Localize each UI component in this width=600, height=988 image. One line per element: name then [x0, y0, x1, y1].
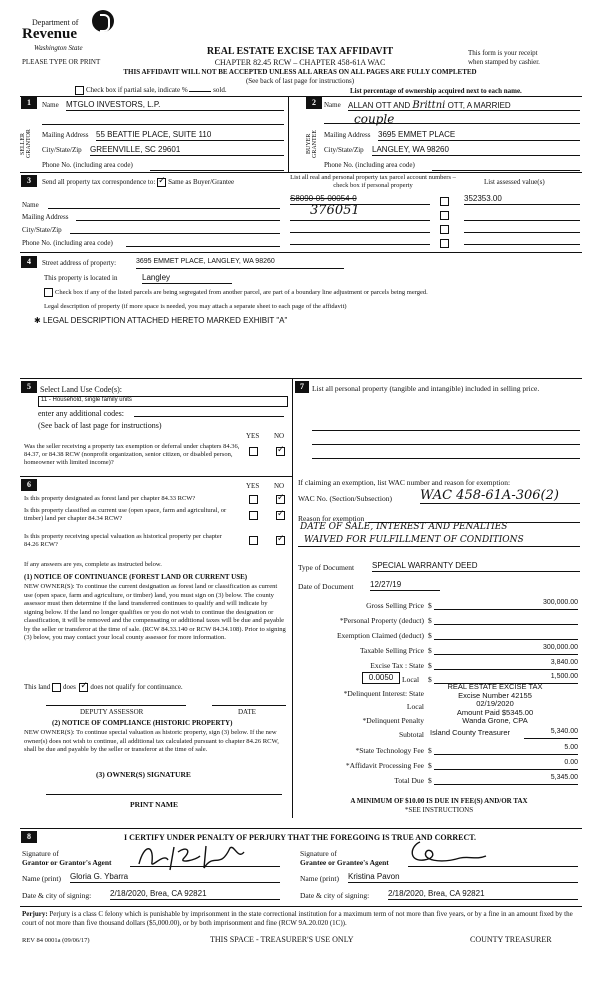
forest-q3-no[interactable] [276, 535, 287, 545]
minimum-due-note: A MINIMUM OF $10.00 IS DUE IN FEE(S) AND/OR TAX [350, 797, 528, 805]
personal-property-label: List all personal property (tangible and intangible) included in selling price. [312, 384, 540, 393]
forest-question-1: Is this property designated as forest land per chapter 84.33 RCW? [24, 495, 196, 502]
section-6-badge: 6 [21, 479, 37, 491]
buyer-name-field[interactable]: ALLAN OTT AND Brittni OTT, A MARRIED [348, 100, 580, 111]
seller-side-label: SELLER GRANTOR [20, 129, 32, 159]
buyer-address-label: Mailing Address [324, 131, 371, 139]
section-7-badge: 7 [295, 381, 309, 393]
form-subtitle: CHAPTER 82.45 RCW – CHAPTER 458-61A WAC [214, 58, 386, 67]
legal-label: Legal description of property (if more space is needed, you may attach a separate sheet to each page of the affidavit) [44, 303, 347, 310]
personal-deduct-field[interactable] [434, 614, 578, 625]
receipt-line2: when stamped by cashier. [468, 58, 540, 66]
exemption-question: Was the seller receiving a property tax exemption or deferral under chapters 84.36, 84.37, or 84.38 RCW (nonprofit organization, senior citizen, or disabled person, homeowner with limited income)? [24, 443, 240, 466]
yes-header-5: YES [246, 432, 260, 440]
grantee-name-label: Name (print) [300, 874, 339, 883]
subtotal-label: Subtotal [398, 730, 424, 739]
claim-exemption-label: If claiming an exemption, list WAC number and reason for exemption: [298, 478, 511, 487]
forest-question-2: Is this property classified as current use (open space, farm and agricultural, or timber) land per chapter 84.34 RCW? [24, 507, 227, 522]
seller-city-field[interactable]: GREENVILLE, SC 29601 [90, 145, 284, 156]
county-treasurer-label: COUNTY TREASURER [470, 935, 552, 944]
buyer-address-field[interactable]: 3695 EMMET PLACE [378, 130, 580, 141]
star-icon: ✱ [34, 316, 41, 325]
assessor-date-line[interactable] [212, 705, 286, 706]
penalty-label: *Delinquent Penalty [362, 716, 424, 725]
parcel-handwritten: 376051 [310, 203, 360, 218]
additional-codes-field[interactable] [134, 416, 284, 417]
section-4-badge: 4 [21, 256, 37, 268]
grantee-date-label: Date & city of signing: [300, 891, 370, 900]
section-5-badge: 5 [21, 381, 37, 393]
personal-property-line[interactable] [312, 430, 580, 431]
grantee-signature-scribble [400, 840, 490, 870]
exemption-no-checkbox[interactable] [276, 446, 287, 456]
corr-city-label: City/State/Zip [22, 226, 62, 234]
see-back-header: (See back of last page for instructions) [245, 77, 355, 85]
buyer-phone-field[interactable] [432, 160, 580, 171]
seller-name-field[interactable]: MTGLO INVESTORS, L.P. [66, 100, 284, 111]
subtotal-field[interactable]: 5,340.00 [524, 728, 578, 739]
deputy-assessor-label: DEPUTY ASSESSOR [80, 708, 144, 716]
buyer-name-label: Name [324, 101, 341, 109]
local-rate-field[interactable]: 0.0050 [362, 672, 400, 684]
deputy-date-label: DATE [238, 708, 256, 716]
treasurer-use-label: THIS SPACE - TREASURER'S USE ONLY [210, 935, 354, 944]
buyer-city-label: City/State/Zip [324, 146, 364, 154]
grantor-date-field[interactable]: 2/18/2020, Brea, CA 92821 [110, 889, 280, 900]
excise-state-label: Excise Tax : State [370, 661, 424, 670]
segregated-row: Check box if any of the listed parcels are being segregated from another parcel, are part of a boundary line adjustment or parcels being merged. [44, 288, 428, 297]
print-name-label: PRINT NAME [130, 800, 178, 809]
corr-address-field[interactable] [76, 220, 280, 221]
street-address-field[interactable]: 3695 EMMET PLACE, LANGLEY, WA 98260 [136, 258, 344, 269]
corr-address-label: Mailing Address [22, 213, 69, 221]
wac-label: WAC No. (Section/Subsection) [298, 494, 392, 503]
forest-q2-yes[interactable] [249, 510, 260, 520]
land-use-select[interactable]: 11 - Household, single family units [38, 396, 288, 407]
yes-header-6: YES [246, 482, 260, 490]
corr-name-field[interactable] [48, 208, 280, 209]
personal-prop-checkbox-3[interactable] [440, 224, 451, 234]
dept-line1: Department of [32, 18, 79, 27]
owner-signature-label: (3) OWNER(S) SIGNATURE [96, 770, 191, 779]
grantor-name-label: Name (print) [22, 874, 61, 883]
buyer-name-handwritten: Brittni [412, 100, 446, 111]
section-8-badge: 8 [21, 831, 37, 843]
seller-phone-label: Phone No. (including area code) [42, 161, 133, 169]
rev-number: REV 84 0001a (09/06/17) [22, 937, 90, 944]
logo-r-icon [100, 14, 110, 32]
taxable-label: Taxable Selling Price [359, 646, 424, 655]
reason-label: Reason for exemption [298, 514, 365, 523]
section-2-badge: 2 [306, 97, 322, 109]
gross-label: Gross Selling Price [366, 601, 424, 610]
partial-sale-row: Check box if partial sale, indicate % sold. [75, 86, 227, 95]
gross-price-field[interactable]: 300,000.00 [434, 599, 578, 610]
buyer-phone-label: Phone No. (including area code) [324, 161, 415, 169]
compliance-title: (2) NOTICE OF COMPLIANCE (HISTORIC PROPERTY) [52, 719, 233, 727]
excise-state-field[interactable]: 3,840.00 [434, 659, 578, 670]
local-interest-label: Local [406, 702, 424, 711]
affidavit-fee-field[interactable]: 0.00 [434, 759, 578, 770]
dept-line2: Revenue [22, 26, 77, 42]
doc-type-field[interactable]: SPECIAL WARRANTY DEED [372, 561, 580, 572]
grantor-sig-label1: Signature of [22, 849, 59, 858]
reason-text-1: DATE OF SALE, INTEREST AND PENALTIES [300, 522, 508, 532]
exemption-yes-checkbox[interactable] [249, 446, 260, 456]
exempt-field[interactable] [434, 629, 578, 640]
additional-codes-label: enter any additional codes: [38, 409, 124, 418]
tech-fee-field[interactable]: 5.00 [434, 744, 578, 755]
corr-phone-field[interactable] [126, 246, 280, 247]
corr-city-field[interactable] [70, 233, 280, 234]
does-checkbox[interactable] [52, 683, 61, 692]
seller-address-label: Mailing Address [42, 131, 89, 139]
perjury-note: Perjury: Perjury is a class C felony which is punishable by imprisonment in the state correctional institution for a maximum term of not more than five years, or by a fine in an amount fixed by the court of not more than five thousand dollars ($5,000.00), or by both imprisonment and fine (RCW 9A.20.020 (1C)). [22, 910, 573, 927]
receipt-line1: This form is your receipt [468, 49, 538, 57]
parcel-header: List all real and personal property tax parcel account numbers – check box if personal property [290, 174, 456, 189]
grantee-date-field[interactable]: 2/18/2020, Brea, CA 92821 [388, 889, 578, 900]
land-use-see-back: (See back of last page for instructions) [38, 421, 162, 430]
same-as-buyer-checkbox[interactable] [157, 178, 166, 187]
tech-fee-label: *State Technology Fee [355, 746, 424, 755]
taxable-field[interactable]: 300,000.00 [434, 644, 578, 655]
affidavit-fee-label: *Affidavit Processing Fee [345, 761, 424, 770]
total-due-label: Total Due [394, 776, 424, 785]
segregated-checkbox[interactable] [44, 288, 53, 297]
see-instructions: *SEE INSTRUCTIONS [404, 806, 474, 814]
continuance-text: NEW OWNER(S): To continue the current designation as forest land or classification as current use (open space, farm and agriculture, or timber) land, you must sign on (3) below. The county assessor must then determine if the land transferred continues to qualify and will indicate by signing below. If the land no longer qualifies or you do not wish to continue the designation or classification, it will be removed and the compensating or additional taxes will be due and payable by the seller or transferor at the time of sale. (RCW 84.33.140 or RCW 84.34.108). Prior to signing (3) below, you may contact your local county assessor for more information. [24, 583, 286, 641]
personal-prop-checkbox-2[interactable] [440, 210, 451, 220]
corr-name-label: Name [22, 201, 39, 209]
partial-sale-checkbox[interactable] [75, 86, 84, 95]
personal-deduct-label: *Personal Property (deduct) [339, 616, 424, 625]
grantor-sig-label2: Grantor or Grantor's Agent [22, 858, 112, 867]
forest-q2-no[interactable] [276, 510, 287, 520]
grantee-name-field[interactable]: Kristina Pavon [348, 872, 578, 883]
seller-address-field[interactable]: 55 BEATTIE PLACE, SUITE 110 [96, 130, 284, 141]
send-correspondence-row: Send all property tax correspondence to: ✓ Same as Buyer/Grantee [42, 178, 234, 187]
assessed-header: List assessed value(s) [484, 178, 545, 186]
forest-q3-yes[interactable] [249, 535, 260, 545]
forest-q1-no[interactable] [276, 494, 287, 504]
please-type: PLEASE TYPE OR PRINT [22, 58, 101, 66]
buyer-name-handwritten-2: couple [324, 112, 580, 124]
seller-city-label: City/State/Zip [42, 146, 82, 154]
reason-text-2: WAIVED FOR FULFILLMENT OF CONDITIONS [304, 535, 524, 545]
grantor-signature-scribble [134, 842, 254, 872]
located-label: This property is located in [44, 274, 118, 282]
doc-date-label: Date of Document [298, 582, 354, 591]
forest-question-3: Is this property receiving special valuation as historical property per chapter 84.26 RCW? [24, 533, 222, 548]
deputy-assessor-line[interactable] [46, 705, 186, 706]
land-use-label: Select Land Use Code(s): [40, 385, 122, 394]
street-label: Street address of property: [42, 259, 117, 267]
assessed-value-field[interactable]: 352353.00 [464, 194, 580, 205]
no-header-5: NO [274, 432, 285, 440]
ownership-note: List percentage of ownership acquired next to each name. [350, 87, 522, 95]
form-title: REAL ESTATE EXCISE TAX AFFIDAVIT [206, 46, 394, 57]
local-label: Local [402, 675, 420, 684]
section-1-badge: 1 [21, 97, 37, 109]
parcel-number-field[interactable]: S8090-05-00054-0 [290, 194, 430, 205]
owner-signature-line[interactable] [46, 794, 282, 795]
doc-date-field[interactable]: 12/27/19 [370, 580, 440, 591]
buyer-side-label: BUYER GRANTEE [306, 130, 318, 158]
grantor-name-field[interactable]: Gloria G. Ybarra [70, 872, 280, 883]
exempt-label: Exemption Claimed (deduct) [336, 631, 424, 640]
does-not-checkbox[interactable] [79, 683, 88, 692]
form-warning: THIS AFFIDAVIT WILL NOT BE ACCEPTED UNLESS ALL AREAS ON ALL PAGES ARE FULLY COMPLETED [123, 68, 477, 76]
corr-phone-label: Phone No. (including area code) [22, 239, 113, 247]
continuance-row: This land does ✓ does not qualify for continuance. [24, 683, 183, 692]
if-yes-note: If any answers are yes, complete as instructed below. [24, 561, 162, 568]
local-tax-field[interactable]: 1,500.00 [434, 673, 578, 684]
forest-q1-yes[interactable] [249, 494, 260, 504]
seller-name-label: Name [42, 101, 59, 109]
stamp-treasurer-line: Island County Treasurer [430, 728, 511, 737]
dept-line3: Washington State [34, 44, 83, 52]
certify-statement: I CERTIFY UNDER PENALTY OF PERJURY THAT THE FOREGOING IS TRUE AND CORRECT. [123, 833, 476, 842]
section-3-badge: 3 [21, 175, 37, 187]
continuance-title: (1) NOTICE OF CONTINUANCE (FOREST LAND OR CURRENT USE) [24, 573, 248, 581]
grantee-sig-label1: Signature of [300, 849, 337, 858]
buyer-city-field[interactable]: LANGLEY, WA 98260 [372, 145, 580, 156]
legal-description: ✱ LEGAL DESCRIPTION ATTACHED HERETO MARKED EXHIBIT "A" [34, 316, 288, 325]
grantor-date-label: Date & city of signing: [22, 891, 92, 900]
total-due-field[interactable]: 5,345.00 [434, 774, 578, 785]
treasurer-stamp: REAL ESTATE EXCISE TAX Excise Number 42155 02/19/2020 Amount Paid $5345.00 Wanda Grone, CPA [447, 682, 543, 726]
compliance-text: NEW OWNER(S): To continue special valuation as historic property, sign (3) below. If the new owner(s) does not wish to continue, all additional tax calculated pursuant to chapter 84.26 RCW, shall be due and payable by the seller or transferor at the time of sale. [24, 729, 279, 753]
interest-label: *Delinquent Interest: State [343, 689, 424, 698]
no-header-6: NO [274, 482, 285, 490]
dor-logo [20, 10, 120, 58]
seller-phone-field[interactable] [150, 160, 284, 171]
located-field[interactable]: Langley [142, 273, 232, 284]
grantee-sig-label2: Grantee or Grantee's Agent [300, 858, 389, 867]
doc-type-label: Type of Document [298, 563, 355, 572]
personal-prop-checkbox-4[interactable] [440, 238, 451, 248]
wac-number-field[interactable]: WAC 458-61A-306(2) [420, 488, 580, 504]
personal-prop-checkbox-1[interactable] [440, 196, 451, 206]
